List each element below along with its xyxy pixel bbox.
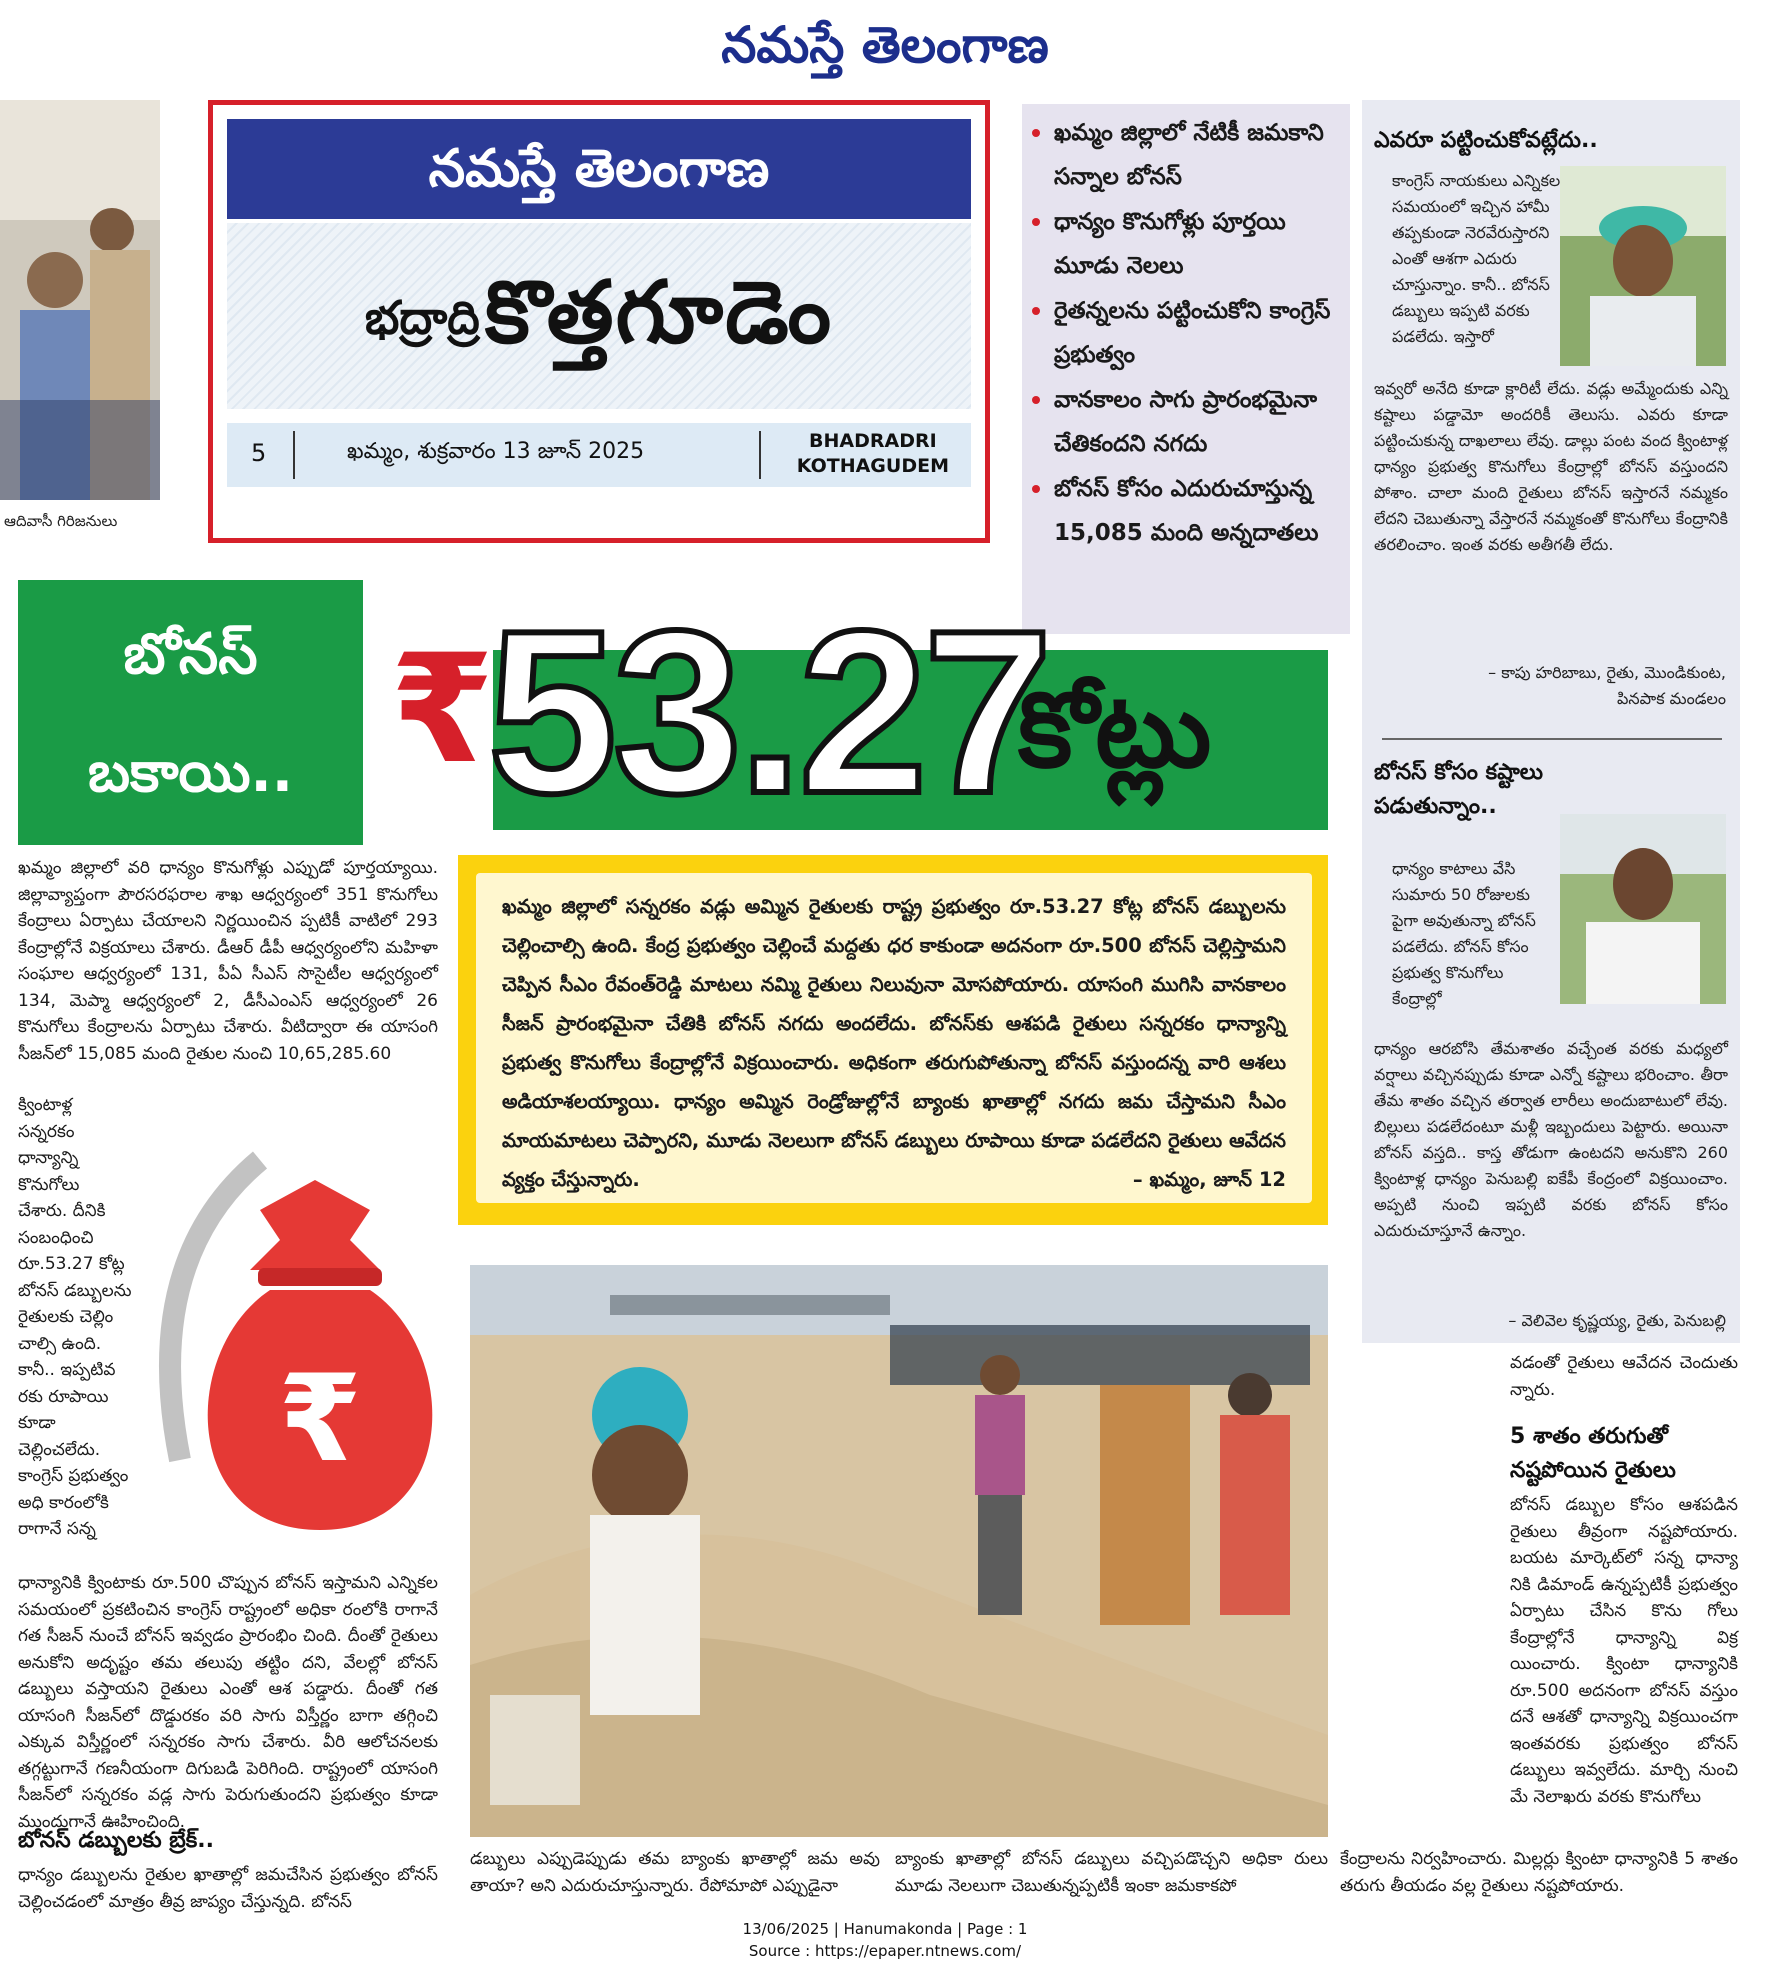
highlight-bullet: • ధాన్యం కొనుగోళ్లు పూర్తయి మూడు నెలలు <box>1054 199 1336 288</box>
page-number: 5 <box>251 439 267 467</box>
highlight-bullet: • బోనస్ కోసం ఎదురుచూస్తున్న 15,085 మంది అన్నదాతలు <box>1054 466 1336 555</box>
farmer1-photo <box>1560 166 1726 366</box>
article-lead-narrow: క్వింటాళ్ల సన్నరకం ధాన్యాన్ని కొనుగోలు చేశారు. దీనికి సంబంధించి రూ.53.27 కోట్ల బోనస్ డబ్బులను రైతులకు చెల్లిం చాల్సి ఉంది. కానీ.. ఇప్పటివ రకు రూపాయి కూడా చెల్లించలేదు. కాంగ్రెస్ ప్రభుత్వం అధి కారంలోకి రాగానే సన్న <box>18 1095 132 1539</box>
headline-label: బోనస్ బకాయి.. <box>87 622 294 805</box>
article-col3: బ్యాంకు ఖాతాల్లో బోనస్ డబ్బులు వచ్చిపడొచ్చని అధికా రులు మూడు నెలలుగా చెబుతున్నప్పటికీ ఇంకా జమకాకపో <box>895 1849 1328 1896</box>
highlight-text: ఖమ్మం జిల్లాలో సన్నరకం వడ్లు అమ్మిన రైతులకు రాష్ట్ర ప్రభుత్వం రూ.53.27 కోట్ల బోనస్ డబ్బులను చెల్లించాల్సి ఉంది. కేంద్ర ప్రభుత్వం చెల్లించే మద్దతు ధర కాకుండా అదనంగా రూ.500 బోనస్ చెల్లిస్తామని చెప్పిన సీఎం రేవంత్‌రెడ్డి మాటలు నమ్మి రైతులు నిలువునా మోసపోయారు. యాసంగి ముగిసి వానకాలం సీజన్ ప్రారంభమైనా చేతికి బోనస్ నగదు అందలేదు. బోనస్‌కు ఆశపడి రైతులు సన్నరకం ధాన్యాన్ని ప్రభుత్వ కొనుగోలు కేంద్రాల్లోనే విక్రయించారు. అధికంగా తరుగుపోతున్నా బోనస్ వస్తుందన్న వారి ఆశలు అడియాశలయ్యాయి. ధాన్యం అమ్మిన రెండ్రోజుల్లోనే బ్యాంకు ఖాతాల్లో నగదు జమ చేస్తామని సీఎం మాయమాటలు చెప్పారని, మూడు నెలలుగా బోనస్ డబ్బులు రూపాయి కూడా పడలేదని రైతులు ఆవేదన వ్యక్తం చేస్తున్నారు. <box>502 895 1286 1191</box>
highlight-bullet: • రైతన్నలను పట్టించుకోని కాంగ్రెస్ ప్రభుత్వం <box>1054 288 1336 377</box>
quote2-title: బోనస్ కోసం కష్టాలు పడుతున్నాం.. <box>1374 760 1543 819</box>
district-prefix: భద్రాద్రి <box>364 290 480 345</box>
quote2-text: ధాన్యం ఆరబోసి తేమశాతం వచ్చేంత వరకు మధ్యలో వర్షాలు వచ్చినప్పుడు కూడా ఎన్నో కష్టాలు భరించాం. తీరా తేమ శాతం వచ్చిన తర్వాత లారీలు అందుబాటులో లేవు. బిల్లులు పడలేదంటూ మళ్లీ ఇబ్బందులు పెట్టారు. అయినా బోనస్ వస్తది.. కాస్త తోడుగా ఉంటదని అనుకొని 260 క్వింటాళ్ల ధాన్యం పెనుబల్లి ఐకేపీ కేంద్రంలో విక్రయించాం. అప్పటి నుంచి ఇప్పటి వరకు బోనస్ కోసం ఎదురుచూస్తూనే ఉన్నాం. <box>1374 1039 1728 1240</box>
headline-unit: కోట్లు <box>1018 669 1212 791</box>
farmer-quotes-sidebar <box>1362 100 1740 1343</box>
rupee-icon: ₹ <box>390 623 495 797</box>
money-bag-illustration <box>140 1140 458 1560</box>
quote1-attribution: – కాపు హరిబాబు, రైతు, మొండికుంట, పినపాక మండలం <box>1488 663 1726 708</box>
article-col4-bottom: కేంద్రాలను నిర్వహించారు. మిల్లర్లు క్వింటా ధాన్యానికి 5 శాతం తరుగు తీయడం వల్ల రైతులు నష్టపోయారు. <box>1340 1849 1738 1896</box>
highlight-inner <box>476 873 1312 1203</box>
main-headline <box>18 580 1328 845</box>
edition-name-en: BHADRADRI KOTHAGUDEM <box>796 430 949 477</box>
quote1-text-narrow: కాంగ్రెస్ నాయకులు ఎన్నికల సమయంలో ఇచ్చిన హామీ తప్పకుండా నెరవేరుస్తారని ఎంతో ఆశగా ఎదురు చూస్తున్నాం. కానీ.. బోనస్ డబ్బులు ఇప్పటి వరకు పడలేదు. ఇస్తారో <box>1392 171 1561 346</box>
edition-banner <box>208 100 990 543</box>
dateline: ఖమ్మం, శుక్రవారం 13 జూన్ 2025 <box>347 439 645 464</box>
subhead1-text: ధాన్యం డబ్బులను రైతుల ఖాతాల్లో జమచేసిన ప్రభుత్వం బోనస్ చెల్లించడంలో మాత్రం తీవ్ర జాప్యం చేస్తున్నది. బోనస్ <box>18 1865 438 1912</box>
edition-paper-name: నమస్తే తెలంగాణ <box>227 119 971 219</box>
strip-divider <box>293 431 295 479</box>
highlight-dateline: – ఖమ్మం, జూన్ 12 <box>1132 1168 1286 1191</box>
page-footer <box>0 1918 1770 1962</box>
quote2-attribution: – వెలివెల కృష్ణయ్య, రైతు, పెనుబల్లి <box>1508 1311 1726 1330</box>
svg-text:₹: ₹ <box>278 1350 362 1489</box>
left-photo-caption: ఆదివాసీ గిరిజనులు <box>4 512 118 530</box>
footer-date-edition: 13/06/2025 | Hanumakonda | Page : 1 <box>742 1920 1028 1938</box>
edition-district <box>227 223 971 409</box>
highlight-bullet: • వానకాలం సాగు ప్రారంభమైనా చేతికందని నగదు <box>1054 377 1336 466</box>
article-col4-top: వడంతో రైతులు ఆవేదన చెందుతు న్నారు. <box>1510 1353 1738 1400</box>
highlight-box <box>458 855 1328 1225</box>
grain-heap-illustration <box>470 1265 1328 1837</box>
footer-source: Source : https://epaper.ntnews.com/ <box>748 1942 1022 1960</box>
subhead-loss: 5 శాతం తరుగుతో నష్టపోయిన రైతులు <box>1510 1424 1676 1483</box>
quote1-title: ఎవరూ పట్టించుకోవట్లేదు.. <box>1374 128 1598 153</box>
article-lead: ఖమ్మం జిల్లాలో వరి ధాన్యం కొనుగోళ్లు ఎప్పుడో పూర్తయ్యాయి. జిల్లావ్యాప్తంగా పౌరసరఫరాల శాఖ ఆధ్వర్యంలో 351 కొనుగోలు కేంద్రాలు ఏర్పాటు చేయాలని నిర్ణయించిన ప్పటికీ వాటిలో 293 కేంద్రాల్లోనే విక్రయాలు చేశారు. డీఆర్ డీపీ ఆధ్వర్యంలోని మహిళా సంఘాల ఆధ్వర్యంలో 131, పీఏ సీఎస్ సొసైటీల ఆధ్వర్యంలో 134, మెప్మా ఆధ్వర్యంలో 2, డీసీఎంఎస్ ఆధ్వర్యంలో 26 కొనుగోలు కేంద్రాలను ఏర్పాటు చేశారు. వీటిద్వారా ఈ యాసంగి సీజన్‌లో 15,085 మంది రైతుల నుంచి 10,65,285.60 <box>18 858 438 1064</box>
strip-divider <box>759 431 761 479</box>
subhead2-text: బోనస్ డబ్బుల కోసం ఆశపడిన రైతులు తీవ్రంగా నష్టపోయారు. బయట మార్కెట్‌లో సన్న ధాన్యా నికి డిమాండ్ ఉన్నప్పటికీ ప్రభుత్వం ఏర్పాటు చేసిన కొను గోలు కేంద్రాల్లోనే ధాన్యాన్ని విక్ర యించారు. క్వింటా ధాన్యానికి రూ.500 అదనంగా బోనస్ వస్తుం దనే ఆశతో ధాన్యాన్ని విక్రయించగా ఇంతవరకు ప్రభుత్వం బోనస్ డబ్బులు ఇవ్వలేదు. మార్చి నుంచి మే నెలాఖరు వరకు కొనుగోలు <box>1510 1495 1738 1807</box>
sidebar-divider <box>1382 738 1722 740</box>
article-continued: ధాన్యానికి క్వింటాకు రూ.500 చొప్పున బోనస్ ఇస్తామని ఎన్నికల సమయంలో ప్రకటించిన కాంగ్రెస్ రాష్ట్రంలో అధికా రంలోకి రాగానే గత సీజన్ నుంచే బోనస్ ఇవ్వడం ప్రారంభిం చింది. దీంతో రైతులు అనుకోని అదృష్టం తమ తలుపు తట్టిం దని, వేలల్లో బోనస్ డబ్బులు వస్తాయని రైతులు ఎంతో ఆశ పడ్డారు. దీంతో గత యాసంగి సీజన్‌లో దొడ్డురకం వరి సాగు విస్తీర్ణం బాగా తగ్గించి ఎక్కువ విస్తీర్ణంలో సన్నరకం సాగు చేశారు. వీరి ఆలోచనలకు తగ్గట్టుగానే గణనీయంగా దిగుబడి పెరిగింది. రాష్ట్రంలో యాసంగి సీజన్‌లో సన్నరకం వడ్ల సాగు పెరుగుతుందని ప్రభుత్వం కూడా ముందుగానే ఊహించింది. <box>18 1573 438 1832</box>
highlights-box <box>1022 104 1350 634</box>
headline-amount: 53.27 <box>488 583 1049 842</box>
farmer2-photo <box>1560 814 1726 1004</box>
quote2-text-narrow: ధాన్యం కాటాలు వేసి సుమారు 50 రోజులకు పైగా అవుతున్నా బోనస్ పడలేదు. బోనస్ కోసం ప్రభుత్వ కొనుగోలు కేంద్రాల్లో <box>1392 859 1536 1008</box>
masthead: నమస్తే తెలంగాణ <box>721 15 1049 74</box>
officials-photo-illustration <box>0 100 160 500</box>
article-col2: డబ్బులు ఎప్పుడెప్పుడు తమ బ్యాంకు ఖాతాల్లో జమ అవు తాయా? అని ఎదురుచూస్తున్నారు. రేపోమాపో ఎప్పుడైనా <box>470 1849 880 1896</box>
district-name: కొత్తగూడెం <box>484 263 834 363</box>
quote1-text: ఇవ్వరో అనేది కూడా క్లారిటీ లేదు. వడ్లు అమ్మేందుకు ఎన్ని కష్టాలు పడ్డామో అందరికీ తెలుసు. ఎవరు కూడా పట్టించుకున్న దాఖలాలు లేవు. డాల్లు పంట వంద క్వింటాళ్ల ధాన్యం ప్రభుత్వ కొనుగోలు కేంద్రాల్లో బోనస్ వస్తుందని పోశాం. చాలా మంది రైతులు బోనస్ ఇస్తారనే నమ్మకం లేదని చెబుతున్నా వేస్తారనే నమ్మకంతో కొనుగోలు కేంద్రానికి తరలించాం. ఇంత వరకు అతీగతీ లేదు. <box>1374 379 1728 554</box>
highlight-bullet: • ఖమ్మం జిల్లాలో నేటికీ జమకాని సన్నాల బోనస్ <box>1054 110 1336 199</box>
grain-heap-photo <box>470 1265 1328 1837</box>
subhead-bonus-break: బోనస్ డబ్బులకు బ్రేక్.. <box>18 1828 214 1853</box>
money-bag-icon <box>140 1140 458 1560</box>
edition-strip <box>227 423 971 487</box>
left-photo <box>0 100 160 500</box>
